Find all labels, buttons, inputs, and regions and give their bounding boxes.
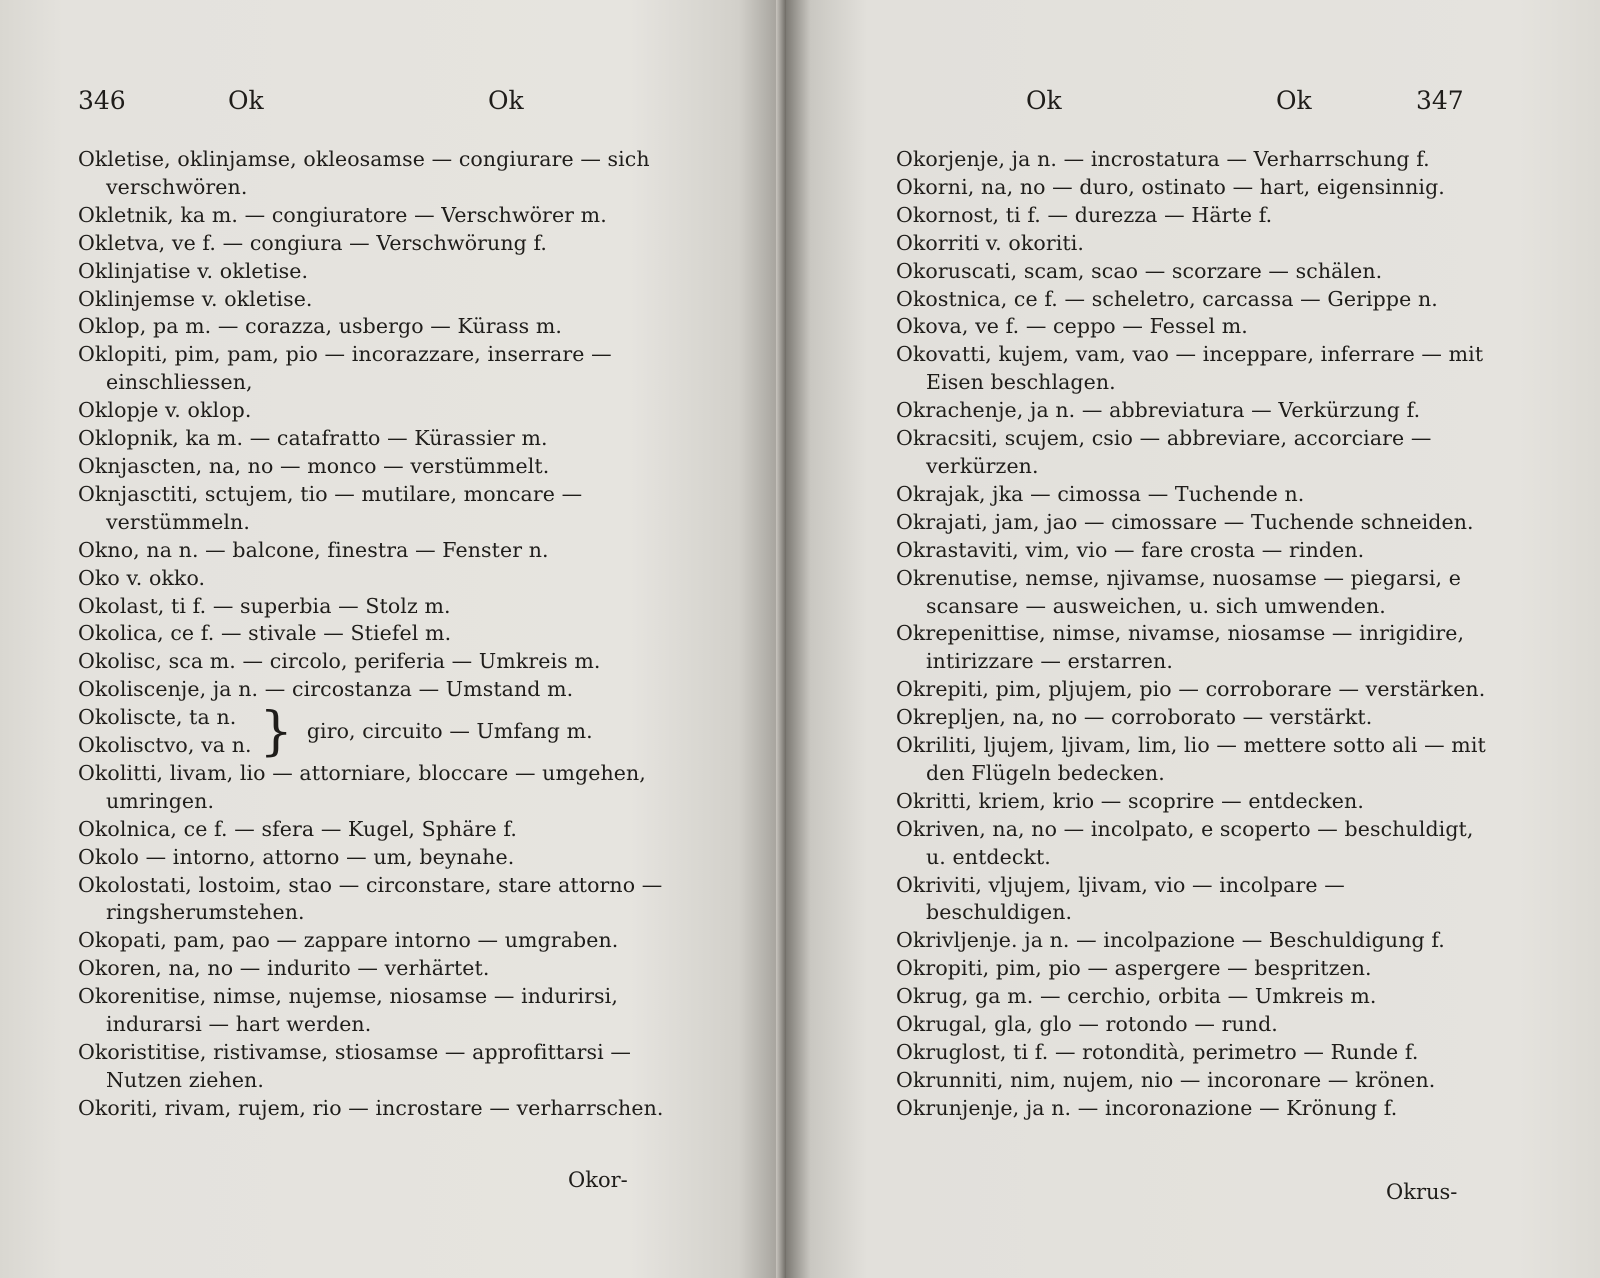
dictionary-entry: Oklinjemse v. okletise. bbox=[78, 286, 313, 311]
headword: Okoliscte, ta n. bbox=[78, 705, 237, 730]
catchword: Okrus- bbox=[1386, 1180, 1458, 1204]
dictionary-entry: Oknjascten, na, no — monco — verstümmelt. bbox=[78, 453, 550, 478]
header-guide-word: Ok bbox=[488, 86, 524, 115]
dictionary-entry: Oklop, pa m. — corazza, usbergo — Kürass m. bbox=[78, 314, 563, 339]
dictionary-entry: Okoruscati, scam, scao — scorzare — schälen. bbox=[896, 258, 1383, 283]
dictionary-entry: Okruglost, ti f. — rotondità, perimetro — Runde f. bbox=[896, 1040, 1419, 1064]
bracketed-entry-group bbox=[78, 702, 678, 763]
header-guide-word: Ok bbox=[1276, 86, 1312, 115]
dictionary-entry: Okoren, na, no — indurito — verhärtet. bbox=[78, 956, 490, 981]
dictionary-entry: Okracsiti, scujem, csio — abbreviare, accorciare — verkürzen. bbox=[896, 426, 1432, 478]
header-guide-word: Ok bbox=[228, 86, 264, 115]
catchword: Okor- bbox=[568, 1168, 628, 1192]
dictionary-entry: Okrachenje, ja n. — abbreviatura — Verkürzung f. bbox=[896, 398, 1421, 423]
dictionary-entry: Okorriti v. okoriti. bbox=[896, 230, 1084, 255]
dictionary-entry: Okornost, ti f. — durezza — Härte f. bbox=[896, 202, 1273, 227]
dictionary-entry: Okolo — intorno, attorno — um, beynahe. bbox=[78, 844, 515, 869]
dictionary-entry: Okolitti, livam, lio — attorniare, bloccare — umgehen, umringen. bbox=[78, 760, 646, 813]
dictionary-entry: Okostnica, ce f. — scheletro, carcassa — Gerippe n. bbox=[896, 286, 1438, 311]
headword: Okolisctvo, va n. bbox=[78, 733, 252, 758]
dictionary-entry: Okrastaviti, vim, vio — fare crosta — rinden. bbox=[896, 537, 1365, 562]
dictionary-entry: Okolnica, ce f. — sfera — Kugel, Sphäre f. bbox=[78, 816, 517, 841]
dictionary-entry: Okletva, ve f. — congiura — Verschwörung f. bbox=[78, 230, 548, 255]
dictionary-entry: Okolostati, lostoim, stao — circonstare, stare attorno — ringsherumstehen. bbox=[78, 872, 663, 925]
dictionary-entry: Okorni, na, no — duro, ostinato — hart, eigensinnig. bbox=[896, 174, 1445, 199]
dictionary-entry: Okoriti, rivam, rujem, rio — incrostare — verharrschen. bbox=[78, 1095, 664, 1120]
dictionary-entry: Okriven, na, no — incolpato, e scoperto — beschuldigt, u. entdeckt. bbox=[896, 816, 1474, 869]
dictionary-entry: Okrenutise, nemse, njivamse, nuosamse — piegarsi, e scansare — ausweichen, u. sich umwenden. bbox=[896, 565, 1461, 618]
dictionary-entry: Okrepiti, pim, pljujem, pio — corroborare — verstärken. bbox=[896, 677, 1486, 702]
dictionary-entry: Okrug, ga m. — cerchio, orbita — Umkreis m. bbox=[896, 984, 1377, 1009]
dictionary-entry: Okritti, kriem, krio — scoprire — entdecken. bbox=[896, 788, 1364, 813]
dictionary-entry: Oklopnik, ka m. — catafratto — Kürassier m. bbox=[78, 426, 548, 451]
dictionary-entry: Okolisc, sca m. — circolo, periferia — Umkreis m. bbox=[78, 649, 601, 674]
dictionary-entry: Oklinjatise v. okletise. bbox=[78, 258, 309, 283]
dictionary-entry: Oklopje v. oklop. bbox=[78, 398, 252, 423]
dictionary-entry: Okorjenje, ja n. — incrostatura — Verharrschung f. bbox=[896, 147, 1430, 171]
group-definition: giro, circuito — Umfang m. bbox=[306, 719, 593, 744]
dictionary-entry: Oko v. okko. bbox=[78, 565, 206, 590]
dictionary-entry: Okrepljen, na, no — corroborato — verstärkt. bbox=[896, 705, 1373, 730]
dictionary-entry: Okrunjenje, ja n. — incoronazione — Krönung f. bbox=[896, 1095, 1398, 1120]
header-guide-word: Ok bbox=[1026, 86, 1062, 115]
dictionary-entry: Okno, na n. — balcone, finestra — Fenster n. bbox=[78, 537, 549, 562]
dictionary-entry: Okopati, pam, pao — zappare intorno — umgraben. bbox=[78, 928, 619, 953]
right-page-header bbox=[1026, 86, 1526, 126]
brace-symbol: } bbox=[259, 702, 293, 763]
right-entry-list bbox=[896, 146, 1496, 1123]
dictionary-entry: Okrajak, jka — cimossa — Tuchende n. bbox=[896, 481, 1305, 506]
bracketed-headwords bbox=[78, 704, 252, 760]
dictionary-entry: Okova, ve f. — ceppo — Fessel m. bbox=[896, 314, 1248, 339]
dictionary-entry: Okletnik, ka m. — congiuratore — Verschwörer m. bbox=[78, 202, 607, 227]
page-number: 347 bbox=[1416, 86, 1464, 115]
dictionary-entry: Okrunniti, nim, nujem, nio — incoronare — krönen. bbox=[896, 1067, 1436, 1092]
dictionary-entry: Okovatti, kujem, vam, vao — inceppare, inferrare — mit Eisen beschlagen. bbox=[896, 342, 1484, 395]
dictionary-entry: Okolast, ti f. — superbia — Stolz m. bbox=[78, 593, 451, 618]
dictionary-entry: Okriviti, vljujem, ljivam, vio — incolpare — beschuldigen. bbox=[896, 872, 1345, 925]
dictionary-entry: Okrugal, gla, glo — rotondo — rund. bbox=[896, 1012, 1278, 1037]
left-page-header bbox=[78, 86, 678, 126]
dictionary-entry: Okrajati, jam, jao — cimossare — Tuchende schneiden. bbox=[896, 509, 1474, 534]
dictionary-entry: Okletise, oklinjamse, okleosamse — congiurare — sich verschwören. bbox=[78, 147, 650, 199]
dictionary-entry: Okolica, ce f. — stivale — Stiefel m. bbox=[78, 621, 452, 646]
dictionary-entry: Oklopiti, pim, pam, pio — incorazzare, inserrare — einschliessen, bbox=[78, 342, 612, 395]
dictionary-entry: Okrepenittise, nimse, nivamse, niosamse — inrigidire, intirizzare — erstarren. bbox=[896, 621, 1465, 674]
dictionary-entry: Okoristitise, ristivamse, stiosamse — approfittarsi — Nutzen ziehen. bbox=[78, 1040, 631, 1092]
dictionary-entry: Oknjasctiti, sctujem, tio — mutilare, moncare — verstümmeln. bbox=[78, 481, 583, 534]
left-entry-list bbox=[78, 146, 678, 1123]
dictionary-entry: Okropiti, pim, pio — aspergere — bespritzen. bbox=[896, 956, 1372, 981]
right-page bbox=[786, 0, 1600, 1278]
page-number: 346 bbox=[78, 86, 126, 115]
dictionary-entry: Okorenitise, nimse, nujemse, niosamse — indurirsi, indurarsi — hart werden. bbox=[78, 984, 618, 1037]
dictionary-entry: Okoliscenje, ja n. — circostanza — Umstand m. bbox=[78, 677, 574, 702]
left-page bbox=[0, 0, 786, 1278]
dictionary-entry: Okrivljenje. ja n. — incolpazione — Beschuldigung f. bbox=[896, 928, 1445, 953]
dictionary-entry: Okriliti, ljujem, ljivam, lim, lio — mettere sotto ali — mit den Flügeln bedecken. bbox=[896, 733, 1486, 785]
